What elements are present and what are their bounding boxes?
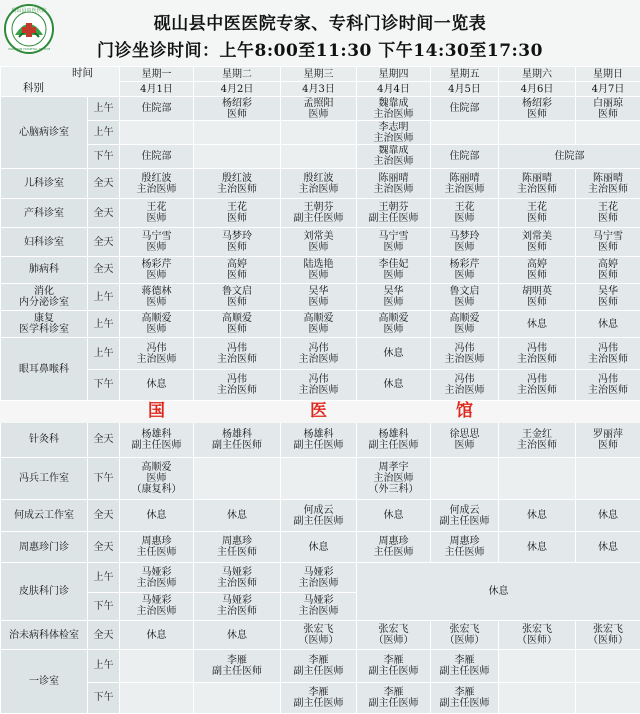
- doctor-cell: 杨雄科 副主任医师: [281, 423, 357, 457]
- doctor-cell: 马娅彩 主治医师: [281, 563, 357, 592]
- doctor-cell: 刘常美 医师: [281, 228, 357, 256]
- doctor-cell: 吴华 医师: [357, 283, 431, 310]
- schedule-row: [1, 563, 640, 592]
- guoyiguan-char: [357, 400, 431, 422]
- empty-cell: [499, 457, 576, 499]
- doctor-cell: 马宁雪 医师: [576, 228, 640, 256]
- department-cell: 康复 医学科诊室: [1, 311, 88, 338]
- empty-cell: [120, 682, 194, 713]
- doctor-cell: 白丽琼 医师: [576, 97, 640, 121]
- weekday-header: 星期二: [194, 67, 281, 82]
- schedule-row: [1, 338, 640, 369]
- department-cell: 冯兵工作室: [1, 457, 88, 499]
- doctor-cell: 杨彩芹 医师: [431, 256, 499, 283]
- doctor-cell: 高顺爱 医师: [357, 311, 431, 338]
- period-cell: 上午: [88, 311, 120, 338]
- doctor-cell: 张宏飞 （医师）: [357, 620, 431, 649]
- department-cell: 妇科诊室: [1, 228, 88, 256]
- schedule-row: [1, 168, 640, 198]
- svg-text:砚山县中医医院: 砚山县中医医院: [11, 8, 47, 14]
- department-cell: 眼耳鼻喉科: [1, 338, 88, 401]
- department-cell: 一诊室: [1, 650, 88, 714]
- doctor-cell: 孟照阳 医师: [281, 97, 357, 121]
- weekday-header: 星期一: [120, 67, 194, 82]
- doctor-cell: 李雁 副主任医师: [357, 682, 431, 713]
- doctor-cell: 马梦玲 医师: [431, 228, 499, 256]
- doctor-cell: 冯伟 主治医师: [194, 369, 281, 400]
- empty-cell: [499, 682, 576, 713]
- empty-cell: [194, 457, 281, 499]
- department-cell: 针灸科: [1, 423, 88, 457]
- doctor-cell: 住院部: [120, 97, 194, 121]
- doctor-cell: 高顺爱 医师 （康复科）: [120, 457, 194, 499]
- doctor-cell: 陆选艳 医师: [281, 256, 357, 283]
- weekday-header: 星期四: [357, 67, 431, 82]
- doctor-cell: 刘常美 医师: [499, 228, 576, 256]
- doctor-cell: 冯伟 主治医师: [194, 338, 281, 369]
- header: [0, 0, 640, 66]
- doctor-cell: 罗丽萍 医师: [576, 423, 640, 457]
- date-header: 4月3日: [281, 82, 357, 97]
- schedule-row: [1, 457, 640, 499]
- doctor-cell: 李佳妃 医师: [357, 256, 431, 283]
- doctor-cell: 杨绍彩 医师: [194, 97, 281, 121]
- empty-cell: [120, 650, 194, 682]
- guoyiguan-spacer: [1, 400, 120, 422]
- doctor-cell: 吴华 医师: [576, 283, 640, 310]
- doctor-cell: 马娅彩 主治医师: [120, 592, 194, 620]
- period-cell: 全天: [88, 423, 120, 457]
- guoyiguan-char: [194, 400, 281, 422]
- doctor-cell: 魏靠成 主治医师: [357, 97, 431, 121]
- empty-cell: [431, 457, 499, 499]
- period-cell: 全天: [88, 168, 120, 198]
- schedule-row: [1, 423, 640, 457]
- empty-cell: [499, 121, 576, 144]
- doctor-cell: 殷红波 主治医师: [194, 168, 281, 198]
- doctor-cell: 陈丽晴 主治医师: [431, 168, 499, 198]
- schedule-row: [1, 228, 640, 256]
- period-cell: 全天: [88, 256, 120, 283]
- period-cell: 全天: [88, 620, 120, 649]
- doctor-cell: 休息: [194, 499, 281, 531]
- period-cell: 上午: [88, 563, 120, 592]
- doctor-cell: 张宏飞 （医师）: [576, 620, 640, 649]
- doctor-cell: 王朝芬 副主任医师: [357, 199, 431, 228]
- doctor-cell: 马娅彩 主治医师: [120, 563, 194, 592]
- empty-cell: [194, 144, 281, 168]
- doctor-cell: 高顺爱 医师: [431, 311, 499, 338]
- doctor-cell: 冯伟 主治医师: [499, 369, 576, 400]
- doctor-cell: 冯伟 主治医师: [576, 338, 640, 369]
- empty-cell: [576, 650, 640, 682]
- schedule-row: [1, 144, 640, 168]
- date-header: 4月6日: [499, 82, 576, 97]
- empty-cell: [499, 650, 576, 682]
- doctor-cell: 杨雄科 副主任医师: [120, 423, 194, 457]
- doctor-cell: 李雁 副主任医师: [431, 650, 499, 682]
- doctor-cell: 王花 医师: [194, 199, 281, 228]
- guoyiguan-spacer: [576, 400, 640, 422]
- doctor-cell: 高顺爱 医师: [281, 311, 357, 338]
- department-cell: 消化 内分泌诊室: [1, 283, 88, 310]
- doctor-cell: 休息: [357, 563, 640, 621]
- doctor-cell: 休息: [357, 369, 431, 400]
- doctor-cell: 鲁文启 医师: [431, 283, 499, 310]
- schedule-row: [1, 650, 640, 682]
- doctor-cell: 冯伟 主治医师: [431, 369, 499, 400]
- period-cell: 全天: [88, 199, 120, 228]
- doctor-cell: 高顺爱 医师: [120, 311, 194, 338]
- doctor-cell: 马娅彩 主治医师: [281, 592, 357, 620]
- doctor-cell: 马娅彩 主治医师: [194, 563, 281, 592]
- period-cell: 下午: [88, 457, 120, 499]
- doctor-cell: 休息: [576, 499, 640, 531]
- doctor-cell: 休息: [499, 311, 576, 338]
- doctor-cell: 住院部: [120, 144, 194, 168]
- schedule-row: [1, 620, 640, 649]
- doctor-cell: 马梦玲 医师: [194, 228, 281, 256]
- doctor-cell: 何成云 副主任医师: [431, 499, 499, 531]
- doctor-cell: 何成云 副主任医师: [281, 499, 357, 531]
- doctor-cell: 周惠珍 主任医师: [357, 532, 431, 563]
- schedule-row: [1, 256, 640, 283]
- period-cell: 全天: [88, 228, 120, 256]
- date-header: 4月5日: [431, 82, 499, 97]
- schedule-row: [1, 199, 640, 228]
- guoyiguan-char: 国: [120, 400, 194, 422]
- doctor-cell: 冯伟 主治医师: [281, 338, 357, 369]
- department-cell: 何成云工作室: [1, 499, 88, 531]
- doctor-cell: 休息: [120, 620, 194, 649]
- doctor-cell: 张宏飞 （医师）: [431, 620, 499, 649]
- doctor-cell: 周孝宇 主治医师 （外三科）: [357, 457, 431, 499]
- doctor-cell: 张宏飞 （医师）: [499, 620, 576, 649]
- doctor-cell: 休息: [576, 532, 640, 563]
- doctor-cell: 高婷 医师: [194, 256, 281, 283]
- doctor-cell: 杨绍彩 医师: [499, 97, 576, 121]
- schedule-row: [1, 121, 640, 144]
- doctor-cell: 高婷 医师: [499, 256, 576, 283]
- doctor-cell: 高婷 医师: [576, 256, 640, 283]
- weekday-header: 星期五: [431, 67, 499, 82]
- schedule-table: [0, 66, 640, 714]
- doctor-cell: 冯伟 主治医师: [431, 338, 499, 369]
- department-cell: 皮肤科门诊: [1, 563, 88, 621]
- doctor-cell: 李雁 副主任医师: [194, 650, 281, 682]
- period-cell: 下午: [88, 592, 120, 620]
- doctor-cell: 冯伟 主治医师: [281, 369, 357, 400]
- doctor-cell: 杨雄科 副主任医师: [357, 423, 431, 457]
- doctor-cell: 吴华 医师: [281, 283, 357, 310]
- doctor-cell: 殷红波 主治医师: [281, 168, 357, 198]
- doctor-cell: 休息: [281, 532, 357, 563]
- doctor-cell: 殷红波 主治医师: [120, 168, 194, 198]
- period-cell: 上午: [88, 283, 120, 310]
- doctor-cell: 周惠珍 主任医师: [431, 532, 499, 563]
- doctor-cell: 马宁雪 医师: [357, 228, 431, 256]
- schedule-row: [1, 369, 640, 400]
- doctor-cell: 王花 医师: [576, 199, 640, 228]
- doctor-cell: 陈丽晴 主治医师: [499, 168, 576, 198]
- doctor-cell: 王花 医师: [499, 199, 576, 228]
- weekday-header: 星期六: [499, 67, 576, 82]
- svg-text:YANSHAN HOSPITAL OF TCM: YANSHAN HOSPITAL OF TCM: [7, 47, 51, 51]
- doctor-cell: 马宁雪 医师: [120, 228, 194, 256]
- doctor-cell: 休息: [576, 311, 640, 338]
- header-corner: [1, 67, 120, 97]
- doctor-cell: 冯伟 主治医师: [120, 338, 194, 369]
- doctor-cell: 休息: [499, 532, 576, 563]
- weekday-header: 星期三: [281, 67, 357, 82]
- schedule-row: [1, 499, 640, 531]
- guoyiguan-char: 医: [281, 400, 357, 422]
- date-header: 4月4日: [357, 82, 431, 97]
- doctor-cell: 王金红 主治医师: [499, 423, 576, 457]
- period-cell: 全天: [88, 532, 120, 563]
- empty-cell: [431, 121, 499, 144]
- schedule-row: [1, 283, 640, 310]
- period-cell: 上午: [88, 338, 120, 369]
- doctor-cell: 王朝芬 副主任医师: [281, 199, 357, 228]
- doctor-cell: 周惠珍 主任医师: [194, 532, 281, 563]
- schedule-row: [1, 682, 640, 713]
- doctor-cell: 休息: [357, 499, 431, 531]
- doctor-cell: 李雁 副主任医师: [281, 682, 357, 713]
- doctor-cell: 休息: [120, 499, 194, 531]
- guoyiguan-char: [499, 400, 576, 422]
- doctor-cell: 李志明 主治医师: [357, 121, 431, 144]
- empty-cell: [281, 457, 357, 499]
- doctor-cell: 蒋德林 医师: [120, 283, 194, 310]
- doctor-cell: 冯伟 主治医师: [499, 338, 576, 369]
- doctor-cell: 陈丽晴 主治医师: [576, 168, 640, 198]
- doctor-cell: 魏靠成 主治医师: [357, 144, 431, 168]
- date-header: 4月2日: [194, 82, 281, 97]
- doctor-cell: 休息: [194, 620, 281, 649]
- period-cell: 下午: [88, 682, 120, 713]
- doctor-cell: 休息: [120, 369, 194, 400]
- doctor-cell: 张宏飞 （医师）: [281, 620, 357, 649]
- period-cell: 全天: [88, 499, 120, 531]
- doctor-cell: 王花 医师: [120, 199, 194, 228]
- empty-cell: [281, 121, 357, 144]
- department-cell: 儿科诊室: [1, 168, 88, 198]
- doctor-cell: 休息: [499, 499, 576, 531]
- doctor-cell: 周惠珍 主任医师: [120, 532, 194, 563]
- empty-cell: [576, 682, 640, 713]
- doctor-cell: 鲁文启 医师: [194, 283, 281, 310]
- doctor-cell: 杨彩芹 医师: [120, 256, 194, 283]
- period-cell: 下午: [88, 144, 120, 168]
- period-cell: 上午: [88, 650, 120, 682]
- date-header: 4月1日: [120, 82, 194, 97]
- department-cell: 周惠珍门诊: [1, 532, 88, 563]
- period-cell: 下午: [88, 369, 120, 400]
- doctor-cell: 李雁 副主任医师: [431, 682, 499, 713]
- doctor-cell: 李雁 副主任医师: [357, 650, 431, 682]
- empty-cell: [194, 121, 281, 144]
- weekday-header: 星期日: [576, 67, 640, 82]
- empty-cell: [576, 121, 640, 144]
- doctor-cell: 杨雄科 副主任医师: [194, 423, 281, 457]
- doctor-cell: 住院部: [499, 144, 640, 168]
- doctor-cell: 住院部: [431, 97, 499, 121]
- doctor-cell: 住院部: [431, 144, 499, 168]
- period-cell: 上午: [88, 121, 120, 144]
- doctor-cell: 徐思思 医师: [431, 423, 499, 457]
- guoyiguan-char: 馆: [431, 400, 499, 422]
- department-cell: 肺病科: [1, 256, 88, 283]
- doctor-cell: 李雁 副主任医师: [281, 650, 357, 682]
- department-cell: 治未病科体检室: [1, 620, 88, 649]
- doctor-cell: 陈丽晴 主治医师: [357, 168, 431, 198]
- date-header: 4月7日: [576, 82, 640, 97]
- empty-cell: [194, 682, 281, 713]
- doctor-cell: 胡明英 医师: [499, 283, 576, 310]
- corner-dept-label: 科别: [23, 82, 44, 95]
- schedule-row: [1, 97, 640, 121]
- department-cell: 心脑病诊室: [1, 97, 88, 169]
- doctor-cell: 王花 医师: [431, 199, 499, 228]
- empty-cell: [281, 144, 357, 168]
- schedule-row: [1, 400, 640, 422]
- page-title: 砚山县中医医院专家、专科门诊时间一览表: [153, 14, 487, 34]
- schedule-row: [1, 311, 640, 338]
- doctor-cell: 冯伟 主治医师: [576, 369, 640, 400]
- clinic-hours: 门诊坐诊时间：上午8:00至11:30 下午14:30至17:30: [97, 41, 543, 61]
- department-cell: 产科诊室: [1, 199, 88, 228]
- doctor-cell: 高顺爱 医师: [194, 311, 281, 338]
- doctor-cell: 休息: [357, 338, 431, 369]
- empty-cell: [576, 457, 640, 499]
- schedule-row: [1, 532, 640, 563]
- corner-time-label: 时间: [72, 67, 93, 79]
- doctor-cell: 马娅彩 主治医师: [194, 592, 281, 620]
- empty-cell: [120, 121, 194, 144]
- period-cell: 上午: [88, 97, 120, 121]
